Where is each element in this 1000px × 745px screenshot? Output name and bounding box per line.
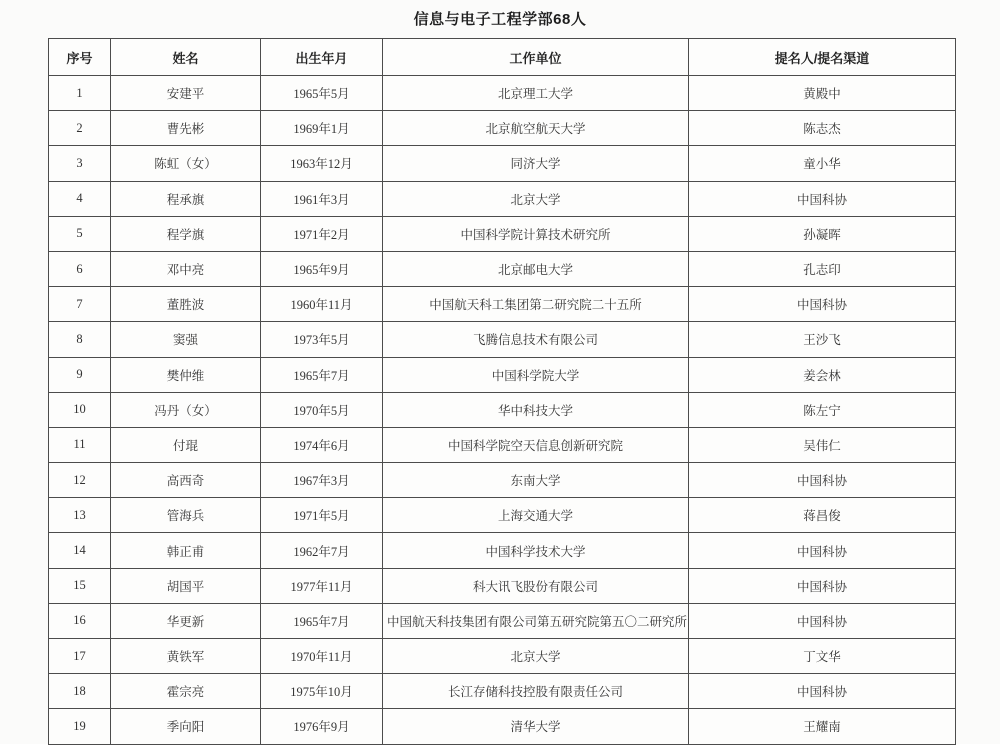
cell-nominator: 陈左宁 [689,392,956,427]
cell-nominator: 王沙飞 [689,322,956,357]
table-row [49,709,956,744]
table-row [49,146,956,181]
cell-name: 程承旗 [111,181,261,216]
cell-nominator: 王耀南 [689,709,956,744]
cell-org: 中国航天科工集团第二研究院二十五所 [383,287,689,322]
table-body [49,76,956,745]
cell-name: 窦强 [111,322,261,357]
cell-index: 13 [49,498,111,533]
header-nominator: 提名人/提名渠道 [689,39,956,76]
cell-nominator: 孔志印 [689,251,956,286]
cell-index: 11 [49,427,111,462]
cell-org: 北京邮电大学 [383,251,689,286]
cell-name: 管海兵 [111,498,261,533]
cell-org: 华中科技大学 [383,392,689,427]
cell-birth: 1973年5月 [261,322,383,357]
table-row [49,603,956,638]
cell-name: 华更新 [111,603,261,638]
cell-index: 3 [49,146,111,181]
cell-birth: 1965年7月 [261,357,383,392]
table-row [49,76,956,111]
cell-birth: 1965年5月 [261,76,383,111]
table-header [49,39,956,76]
cell-name: 付琨 [111,427,261,462]
header-org: 工作单位 [383,39,689,76]
cell-name: 陈虹（女） [111,146,261,181]
cell-birth: 1975年10月 [261,674,383,709]
cell-index: 16 [49,603,111,638]
cell-name: 季向阳 [111,709,261,744]
cell-org: 中国科学院计算技术研究所 [383,216,689,251]
cell-nominator: 中国科协 [689,568,956,603]
cell-index: 10 [49,392,111,427]
cell-birth: 1967年3月 [261,463,383,498]
cell-nominator: 中国科协 [689,287,956,322]
cell-org: 北京航空航天大学 [383,111,689,146]
table-row [49,568,956,603]
cell-birth: 1971年5月 [261,498,383,533]
cell-nominator: 中国科协 [689,674,956,709]
cell-index: 19 [49,709,111,744]
cell-name: 樊仲维 [111,357,261,392]
cell-name: 胡国平 [111,568,261,603]
table-row [49,322,956,357]
cell-nominator: 中国科协 [689,533,956,568]
cell-birth: 1965年9月 [261,251,383,286]
cell-birth: 1960年11月 [261,287,383,322]
table-row [49,357,956,392]
cell-nominator: 童小华 [689,146,956,181]
cell-nominator: 中国科协 [689,181,956,216]
cell-org: 北京大学 [383,181,689,216]
cell-index: 17 [49,639,111,674]
header-name: 姓名 [111,39,261,76]
cell-nominator: 丁文华 [689,639,956,674]
cell-nominator: 孙凝晖 [689,216,956,251]
header-row [49,39,956,76]
cell-birth: 1969年1月 [261,111,383,146]
cell-org: 科大讯飞股份有限公司 [383,568,689,603]
cell-org: 中国科学院大学 [383,357,689,392]
table-row [49,392,956,427]
table-row [49,216,956,251]
cell-index: 18 [49,674,111,709]
cell-nominator: 姜会林 [689,357,956,392]
table-row [49,674,956,709]
cell-nominator: 黄殿中 [689,76,956,111]
table-row [49,111,956,146]
cell-name: 高西奇 [111,463,261,498]
table-row [49,639,956,674]
table-row [49,498,956,533]
cell-org: 飞腾信息技术有限公司 [383,322,689,357]
roster-table [48,38,956,745]
table-row [49,181,956,216]
cell-name: 韩正甫 [111,533,261,568]
cell-org: 上海交通大学 [383,498,689,533]
cell-name: 邓中亮 [111,251,261,286]
cell-index: 4 [49,181,111,216]
cell-name: 董胜波 [111,287,261,322]
cell-nominator: 吴伟仁 [689,427,956,462]
cell-index: 1 [49,76,111,111]
cell-name: 程学旗 [111,216,261,251]
cell-org: 长江存储科技控股有限责任公司 [383,674,689,709]
cell-name: 曹先彬 [111,111,261,146]
cell-org: 北京大学 [383,639,689,674]
cell-birth: 1976年9月 [261,709,383,744]
header-index: 序号 [49,39,111,76]
cell-index: 12 [49,463,111,498]
table-row [49,463,956,498]
cell-index: 7 [49,287,111,322]
cell-index: 14 [49,533,111,568]
cell-birth: 1962年7月 [261,533,383,568]
cell-org: 同济大学 [383,146,689,181]
cell-birth: 1977年11月 [261,568,383,603]
cell-birth: 1971年2月 [261,216,383,251]
table-row [49,287,956,322]
cell-index: 15 [49,568,111,603]
table-row [49,533,956,568]
cell-name: 安建平 [111,76,261,111]
cell-index: 9 [49,357,111,392]
cell-index: 2 [49,111,111,146]
cell-birth: 1970年5月 [261,392,383,427]
cell-nominator: 陈志杰 [689,111,956,146]
cell-birth: 1961年3月 [261,181,383,216]
cell-org: 中国科学技术大学 [383,533,689,568]
cell-index: 5 [49,216,111,251]
cell-index: 8 [49,322,111,357]
cell-org: 清华大学 [383,709,689,744]
cell-name: 霍宗亮 [111,674,261,709]
page-title: 信息与电子工程学部68人 [413,11,587,28]
cell-org: 中国航天科技集团有限公司第五研究院第五〇二研究所 [383,603,689,638]
cell-name: 冯丹（女） [111,392,261,427]
cell-nominator: 中国科协 [689,603,956,638]
header-birth: 出生年月 [261,39,383,76]
cell-org: 东南大学 [383,463,689,498]
cell-index: 6 [49,251,111,286]
cell-birth: 1970年11月 [261,639,383,674]
cell-birth: 1963年12月 [261,146,383,181]
table-row [49,251,956,286]
cell-org: 中国科学院空天信息创新研究院 [383,427,689,462]
cell-org: 北京理工大学 [383,76,689,111]
cell-nominator: 中国科协 [689,463,956,498]
cell-birth: 1965年7月 [261,603,383,638]
cell-nominator: 蒋昌俊 [689,498,956,533]
cell-birth: 1974年6月 [261,427,383,462]
table-row [49,427,956,462]
cell-name: 黄铁军 [111,639,261,674]
